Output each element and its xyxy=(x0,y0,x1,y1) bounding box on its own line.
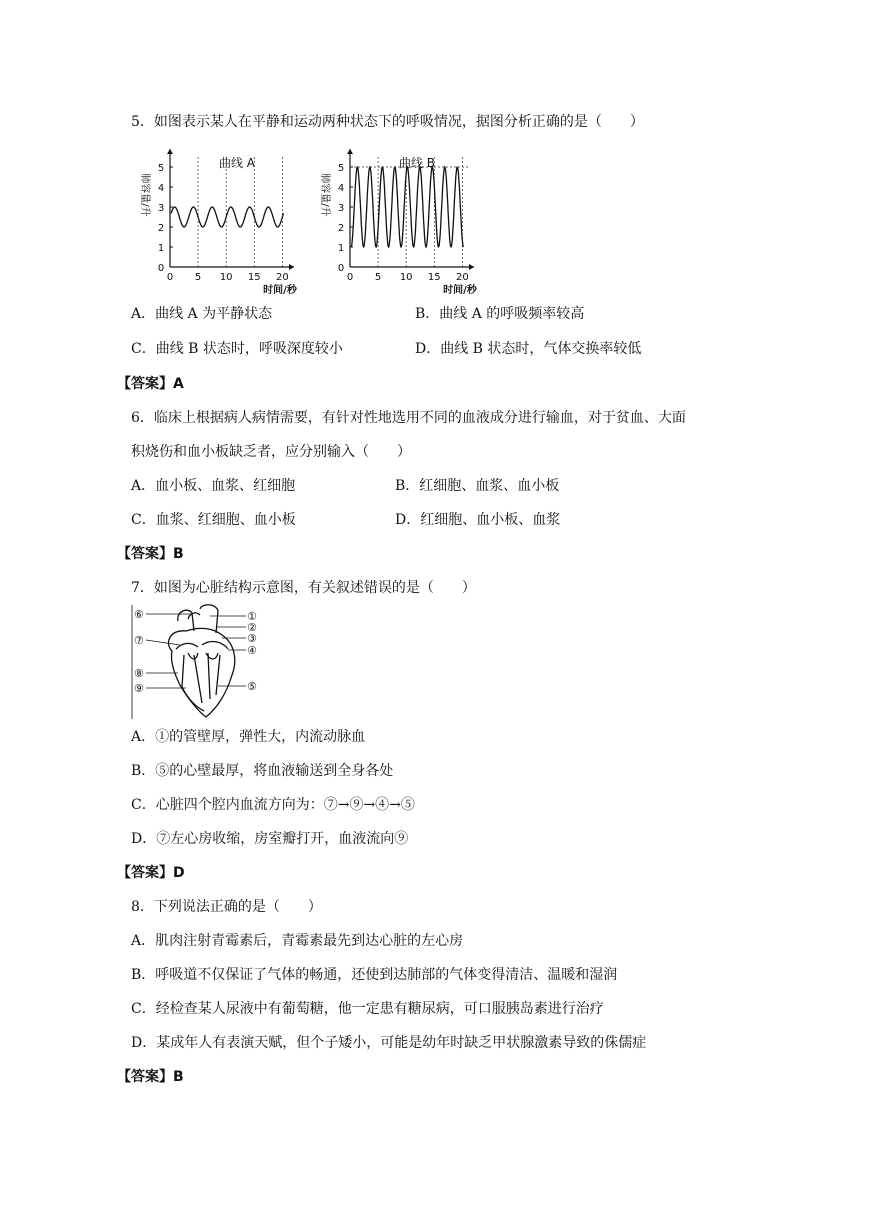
q5-option-d: D．曲线 B 状态时，气体交换率较低 xyxy=(415,341,642,357)
x-tick-label: 5 xyxy=(374,272,382,283)
y-tick-label: 5 xyxy=(337,163,345,174)
x-tick-label: 0 xyxy=(346,272,354,283)
x-tick-label: 5 xyxy=(194,272,202,283)
answer-value: D xyxy=(173,865,185,881)
q6-option-d: D．红细胞、血小板、血浆 xyxy=(395,512,561,528)
q8-option-c: C．经检查某人尿液中有葡萄糖，他一定患有糖尿病，可口服胰岛素进行治疗 xyxy=(131,1001,604,1017)
q7-option-a: A．①的管壁厚，弹性大，内流动脉血 xyxy=(131,729,366,745)
q8-answer xyxy=(117,1067,184,1087)
x-tick-label: 15 xyxy=(247,272,261,283)
answer-label: 【答案】 xyxy=(117,865,173,881)
q5-stem: 5．如图表示某人在平静和运动两种状态下的呼吸情况，据图分析正确的是（ ） xyxy=(131,114,644,130)
label-4: ④ xyxy=(247,644,257,657)
y-tick-label: 4 xyxy=(337,183,345,194)
x-tick-label: 15 xyxy=(427,272,441,283)
q5-option-c: C．曲线 B 状态时，呼吸深度较小 xyxy=(131,341,343,357)
q6-stem-line1: 6．临床上根据病人病情需要，有针对性地选用不同的血液成分进行输血，对于贫血、大面 xyxy=(131,410,686,426)
label-6: ⑥ xyxy=(134,608,144,621)
chart-curve-a xyxy=(130,145,300,295)
y-tick-label: 3 xyxy=(337,203,345,214)
y-tick-label: 1 xyxy=(157,243,165,254)
q5-answer xyxy=(117,374,184,394)
q6-answer xyxy=(117,544,184,564)
x-tick-label: 20 xyxy=(456,272,469,283)
label-8: ⑧ xyxy=(134,667,144,680)
q6-option-c: C．血浆、红细胞、血小板 xyxy=(131,512,296,528)
series-line xyxy=(171,207,283,227)
q6-option-b: B．红细胞、血浆、血小板 xyxy=(395,478,560,494)
y-axis-arrow xyxy=(167,149,173,154)
series-line xyxy=(351,167,463,247)
answer-label: 【答案】 xyxy=(117,1069,173,1085)
answer-label: 【答案】 xyxy=(117,546,173,562)
label-2: ② xyxy=(247,621,257,634)
answer-label: 【答案】 xyxy=(117,376,173,392)
y-tick-label: 2 xyxy=(337,223,345,234)
q6-stem-line2: 积烧伤和血小板缺乏者，应分别输入（ ） xyxy=(131,444,411,460)
x-axis-arrow xyxy=(469,264,474,270)
label-7: ⑦ xyxy=(134,634,144,647)
y-tick-label: 3 xyxy=(157,203,165,214)
chart-curve-b xyxy=(310,145,480,295)
answer-value: B xyxy=(173,546,184,562)
x-tick-label: 0 xyxy=(166,272,174,283)
x-axis-label: 时间/秒 xyxy=(443,285,477,295)
q8-option-b: B．呼吸道不仅保证了气体的畅通，还使到达肺部的气体变得清洁、温暖和湿润 xyxy=(131,967,618,983)
x-axis-arrow xyxy=(289,264,294,270)
y-tick-label: 1 xyxy=(337,243,345,254)
y-axis-arrow xyxy=(347,149,353,154)
q7-option-c: C．心脏四个腔内血流方向为：⑦→⑨→④→⑤ xyxy=(131,797,415,813)
q7-option-b: B．⑤的心壁最厚，将血液输送到全身各处 xyxy=(131,763,394,779)
heart-diagram xyxy=(130,603,270,721)
q7-option-d: D．⑦左心房收缩，房室瓣打开，血液流向⑨ xyxy=(131,831,409,847)
y-tick-label: 2 xyxy=(157,223,165,234)
q7-answer xyxy=(117,863,185,883)
y-tick-label: 0 xyxy=(157,263,165,274)
x-tick-label: 20 xyxy=(276,272,289,283)
q8-option-a: A．肌肉注射青霉素后，青霉素最先到达心脏的左心房 xyxy=(131,933,464,949)
label-3: ③ xyxy=(247,632,257,645)
y-tick-label: 4 xyxy=(157,183,165,194)
x-axis-label: 时间/秒 xyxy=(263,285,297,295)
y-axis-label: 肺容量/升 xyxy=(319,173,330,217)
q5-option-b: B．曲线 A 的呼吸频率较高 xyxy=(415,306,585,322)
q8-stem: 8．下列说法正确的是（ ） xyxy=(131,899,322,915)
label-1: ① xyxy=(247,610,257,623)
label-5: ⑤ xyxy=(247,680,257,693)
q6-option-a: A．血小板、血浆、红细胞 xyxy=(131,478,296,494)
q5-option-a: A．曲线 A 为平静状态 xyxy=(131,306,273,322)
x-tick-label: 10 xyxy=(399,272,413,283)
answer-value: B xyxy=(173,1069,184,1085)
q7-stem: 7．如图为心脏结构示意图，有关叙述错误的是（ ） xyxy=(131,580,476,596)
label-9: ⑨ xyxy=(134,682,144,695)
chart-title: 曲线 B xyxy=(398,156,436,170)
chart-title: 曲线 A xyxy=(218,156,256,170)
x-tick-label: 10 xyxy=(219,272,233,283)
y-tick-label: 5 xyxy=(157,163,165,174)
y-tick-label: 0 xyxy=(337,263,345,274)
q8-option-d: D．某成年人有表演天赋，但个子矮小，可能是幼年时缺乏甲状腺激素导致的侏儒症 xyxy=(131,1035,647,1051)
y-axis-label: 肺容量/升 xyxy=(139,173,150,217)
answer-value: A xyxy=(173,376,184,392)
